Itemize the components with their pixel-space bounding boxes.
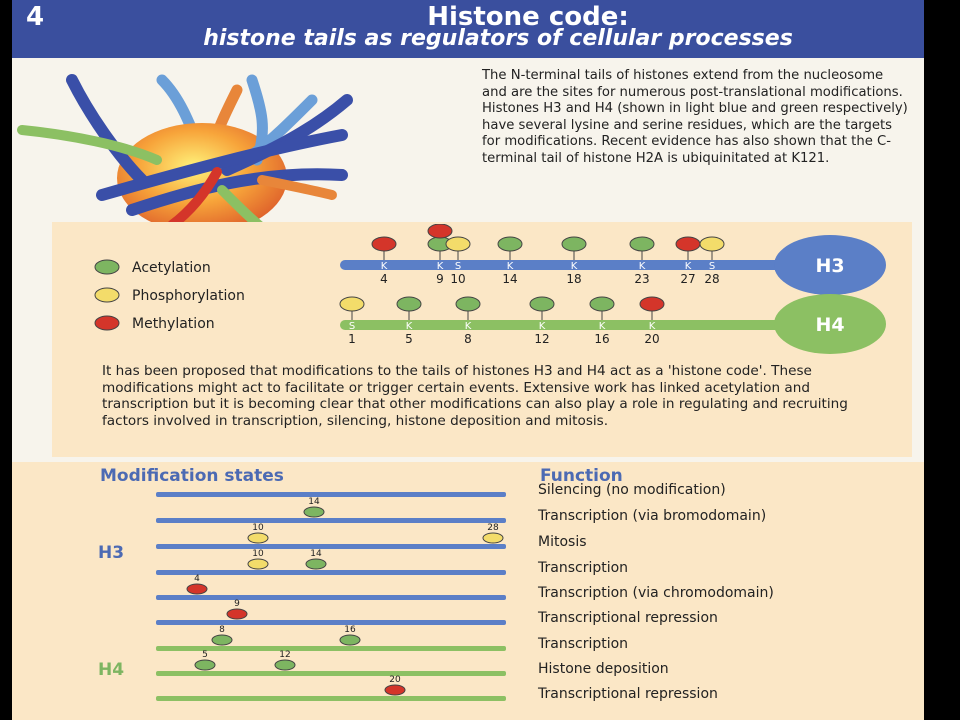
page-title: Histone code:: [427, 2, 629, 32]
function-label: Mitosis: [538, 534, 587, 550]
state-residue-number: 16: [344, 625, 356, 635]
h3-tail-bar: [340, 260, 795, 270]
state-acetylation-mark: [195, 660, 215, 670]
h3-residue-letter: K: [436, 261, 444, 272]
h3-residue-number: 28: [704, 272, 720, 286]
modification-state-bar: [156, 671, 506, 676]
h3-residue-number: 23: [634, 272, 650, 286]
state-residue-number: 4: [194, 574, 200, 584]
legend-label: Acetylation: [132, 260, 211, 276]
state-residue-number: 12: [279, 650, 291, 660]
function-label: Transcription: [538, 560, 629, 576]
function-label: Histone deposition: [538, 661, 669, 677]
h3-residue-number: 18: [566, 272, 582, 286]
state-residue-number: 10: [252, 523, 264, 533]
modification-state-bar: [156, 518, 506, 523]
modification-state-bar: [156, 570, 506, 575]
h4-residue-number: 1: [348, 332, 356, 346]
h4-residue-number: 12: [534, 332, 550, 346]
function-heading: Function: [540, 466, 623, 486]
state-acetylation-mark: [340, 635, 360, 645]
state-residue-number: 20: [389, 675, 401, 685]
state-phosphorylation-mark: [248, 559, 268, 569]
state-residue-number: 8: [219, 625, 225, 635]
h4-tail: [340, 294, 886, 354]
state-residue-number: 14: [308, 497, 320, 507]
function-label: Transcription (via bromodomain): [538, 508, 767, 524]
h3-phosphorylation-mark: [700, 237, 724, 251]
state-phosphorylation-mark: [248, 533, 268, 543]
modification-state-bar: [156, 646, 506, 651]
histone-tail-diagram: [12, 224, 924, 364]
state-residue-number: 5: [202, 650, 208, 660]
h4-core-label: H4: [815, 314, 845, 336]
state-methylation-mark: [385, 685, 405, 695]
legend-label: Phosphorylation: [132, 288, 245, 304]
h4-residue-letter: K: [538, 321, 546, 332]
h3-group-label: H3: [98, 543, 125, 563]
h3-residue-number: 10: [450, 272, 466, 286]
h3-residue-letter: K: [380, 261, 388, 272]
h3-phosphorylation-mark: [446, 237, 470, 251]
h3-residue-letter: S: [454, 261, 462, 272]
state-acetylation-mark: [304, 507, 324, 517]
screen-edge: [924, 0, 960, 720]
legend-swatch: [95, 288, 119, 302]
h4-methylation-mark: [640, 297, 664, 311]
h4-residue-letter: S: [348, 321, 356, 332]
h4-residue-letter: K: [405, 321, 413, 332]
h4-acetylation-mark: [530, 297, 554, 311]
state-acetylation-mark: [212, 635, 232, 645]
section-number: 4: [26, 2, 45, 32]
legend-label: Methylation: [132, 316, 215, 332]
modification-states-heading: Modification states: [100, 466, 284, 486]
function-label: Transcription (via chromodomain): [538, 585, 774, 601]
modification-state-bar: [156, 620, 506, 625]
h4-phosphorylation-mark: [340, 297, 364, 311]
h3-methylation-mark: [428, 224, 452, 238]
h3-residue-letter: S: [708, 261, 716, 272]
h3-acetylation-mark: [630, 237, 654, 251]
modification-states: [12, 462, 532, 720]
state-residue-number: 14: [310, 549, 322, 559]
state-residue-number: 10: [252, 549, 264, 559]
modification-state-bar: [156, 544, 506, 549]
h3-residue-number: 14: [502, 272, 518, 286]
state-acetylation-mark: [275, 660, 295, 670]
modification-state-bar: [156, 696, 506, 701]
legend: [95, 260, 245, 332]
h3-residue-number: 27: [680, 272, 696, 286]
state-methylation-mark: [187, 584, 207, 594]
h4-residue-number: 5: [405, 332, 413, 346]
h4-residue-letter: K: [598, 321, 606, 332]
h4-residue-number: 16: [594, 332, 610, 346]
state-methylation-mark: [227, 609, 247, 619]
function-label: Transcriptional repression: [538, 610, 718, 626]
modification-state-bar: [156, 595, 506, 600]
state-phosphorylation-mark: [483, 533, 503, 543]
h4-residue-letter: K: [464, 321, 472, 332]
h3-residue-letter: K: [684, 261, 692, 272]
body-paragraph: It has been proposed that modifications to the tails of histones H3 and H4 act as a 'histone code'. These modifications might act to facilitate or trigger certain events. Extensive work has linked acetylation and transcription but it is becoming clear that other modifications can also play a role in regulating and recruiting factors involved in transcription, silencing, histone deposition and mitosis.: [102, 363, 848, 429]
state-residue-number: 9: [234, 599, 240, 609]
h3-residue-number: 9: [436, 272, 444, 286]
legend-swatch: [95, 316, 119, 330]
h4-residue-number: 20: [644, 332, 660, 346]
h3-residue-letter: K: [506, 261, 514, 272]
h3-residue-letter: K: [638, 261, 646, 272]
function-label: Silencing (no modification): [538, 482, 726, 498]
header-banner: [12, 0, 924, 58]
function-label: Transcription: [538, 636, 629, 652]
page: [12, 0, 924, 720]
state-acetylation-mark: [306, 559, 326, 569]
nucleosome-illustration: [12, 60, 452, 240]
h3-methylation-mark: [676, 237, 700, 251]
h3-methylation-mark: [372, 237, 396, 251]
h3-core-label: H3: [815, 255, 845, 277]
function-label: Transcriptional repression: [538, 686, 718, 702]
intro-paragraph: The N-terminal tails of histones extend from the nucleosome and are the sites for numerous post-translational modifications. Histones H3 and H4 (shown in light blue and green respectively) have several lysine and serine residues, which are the targets for modifications. Recent evidence has also shown that the C-terminal tail of histone H2A is ubiquinitated at K121.: [482, 68, 908, 166]
modification-state-bar: [156, 492, 506, 497]
h4-residue-letter: K: [648, 321, 656, 332]
h4-acetylation-mark: [397, 297, 421, 311]
state-residue-number: 28: [487, 523, 499, 533]
h3-tail: [340, 224, 886, 295]
page-subtitle: histone tails as regulators of cellular processes: [203, 26, 793, 51]
h3-acetylation-mark: [498, 237, 522, 251]
h4-group-label: H4: [98, 660, 125, 680]
h3-acetylation-mark: [562, 237, 586, 251]
h4-acetylation-mark: [456, 297, 480, 311]
h3-residue-letter: K: [570, 261, 578, 272]
h3-residue-number: 4: [380, 272, 388, 286]
h4-acetylation-mark: [590, 297, 614, 311]
legend-swatch: [95, 260, 119, 274]
histone-tail: [72, 80, 142, 180]
h4-residue-number: 8: [464, 332, 472, 346]
